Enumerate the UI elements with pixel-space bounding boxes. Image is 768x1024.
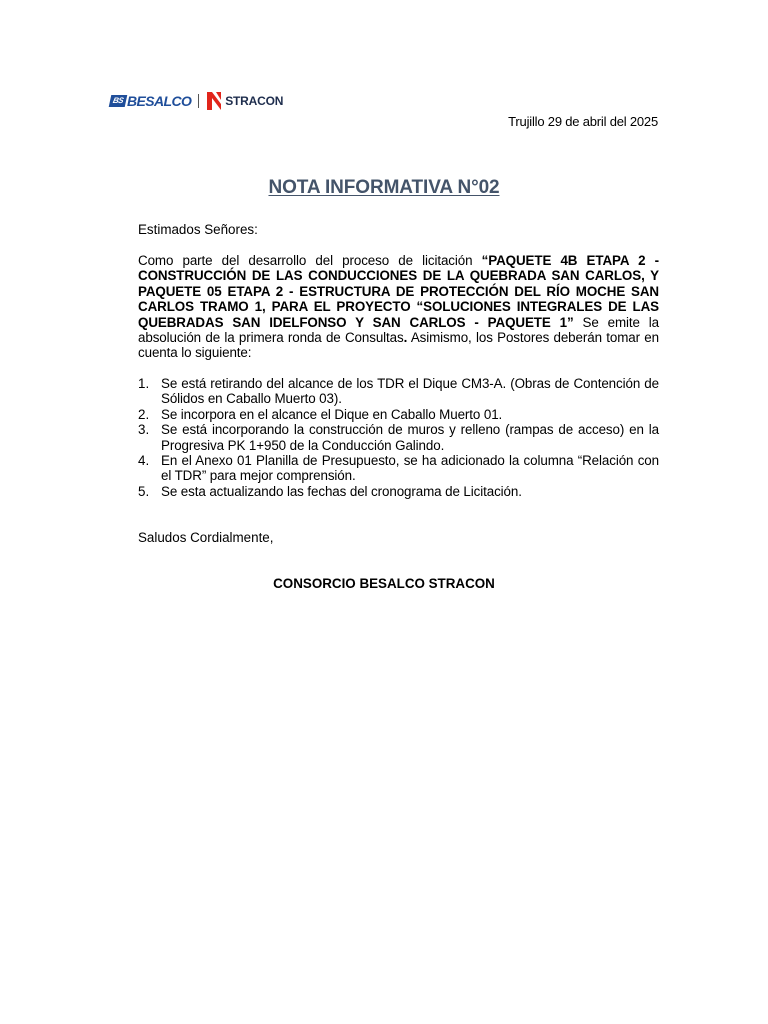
list-item <box>138 484 659 499</box>
list-item-text: Se está incorporando la construcción de muros y relleno (rampas de acceso) en la Progresiva PK 1+950 de la Conducción Galindo. <box>161 422 659 453</box>
logo-divider <box>198 94 199 108</box>
stracon-logo-icon <box>207 92 221 110</box>
list-item-text: Se está retirando del alcance de los TDR el Dique CM3-A. (Obras de Contención de Sólidos en Caballo Muerto 03). <box>161 376 659 407</box>
list-item-number: 5. <box>138 483 150 499</box>
date-line: Trujillo 29 de abril del 2025 <box>508 114 658 129</box>
list-item-number: 2. <box>138 406 150 422</box>
intro-lead: Como parte del desarrollo del proceso de licitación <box>138 253 482 268</box>
points-list <box>138 376 659 499</box>
list-item <box>138 453 659 484</box>
list-item-text: Se esta actualizando las fechas del cronograma de Licitación. <box>161 483 522 499</box>
besalco-logo-icon: BS <box>109 95 128 107</box>
list-item <box>138 422 659 453</box>
list-item-number: 3. <box>138 422 150 438</box>
list-item-text: En el Anexo 01 Planilla de Presupuesto, se ha adicionado la columna “Relación con el TDR” para mejor comprensión. <box>161 453 659 484</box>
intro-paragraph <box>138 253 659 361</box>
greeting: Estimados Señores: <box>138 222 258 237</box>
intro-period: . <box>403 330 408 346</box>
project-name: “PAQUETE 4B ETAPA 2 - CONSTRUCCIÓN DE LAS CONDUCCIONES DE LA QUEBRADA SAN CARLOS, Y PAQUETE 05 ETAPA 2 - ESTRUCTURA DE PROTECCIÓN DEL RÍO MOCHE SAN CARLOS TRAMO 1, PARA EL PROYECTO “SOLUCIONES INTEGRALES DE LAS QUEBRADAS SAN IDELFONSO Y SAN CARLOS - PAQUETE 1” <box>138 253 659 330</box>
list-item-number: 1. <box>138 376 150 391</box>
stracon-logo-text: STRACON <box>225 94 284 108</box>
list-item-number: 4. <box>138 453 150 469</box>
list-item-text: Se incorpora en el alcance el Dique en Caballo Muerto 01. <box>161 406 503 422</box>
besalco-logo-text: BESALCO <box>127 93 192 109</box>
intro-rest: Se emite la absolución de la primera ronda de Consultas <box>138 314 659 346</box>
document-title-text: NOTA INFORMATIVA N°02 <box>268 177 500 198</box>
letterhead-logos <box>110 90 283 112</box>
intro-rest-2: Asimismo, los Postores deberán tomar en cuenta lo siguiente: <box>138 330 659 361</box>
document-title <box>0 177 768 199</box>
list-item <box>138 376 659 407</box>
signature: CONSORCIO BESALCO STRACON <box>273 576 495 591</box>
closing-line: Saludos Cordialmente, <box>138 530 274 545</box>
list-item <box>138 407 659 422</box>
